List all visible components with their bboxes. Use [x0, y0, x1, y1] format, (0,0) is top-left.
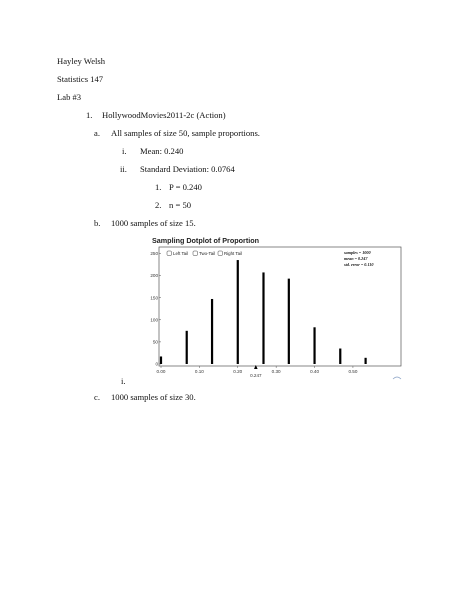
std-dev-text: Standard Deviation: 0.0764: [140, 164, 235, 174]
y-tick-label: 250: [150, 251, 158, 257]
dot-stack-bar: [186, 331, 188, 364]
item-b-text: 1000 samples of size 15.: [111, 218, 196, 228]
item-1-text: HollywoodMovies2011-2c (Action): [102, 110, 226, 120]
n-value-text: n = 50: [169, 200, 192, 210]
x-tick-label: 0.30: [271, 369, 281, 374]
author-name: Hayley Welsh: [57, 56, 106, 66]
samples-stat: samples = 1000: [344, 250, 371, 255]
course-name: Statistics 147: [57, 74, 104, 84]
item-a-text: All samples of size 50, sample proportions.: [111, 128, 260, 138]
p-value-text: P = 0.240: [169, 182, 202, 192]
dot-stack-bar: [262, 272, 264, 364]
dot-stack-bar: [160, 356, 162, 364]
dot-stack-bar: [288, 279, 290, 364]
y-tick-label: 200: [150, 273, 158, 279]
dot-stack-bar: [339, 349, 341, 364]
sampling-dotplot: [147, 234, 402, 384]
item-b-i-numeral: i.: [121, 376, 126, 386]
right-tail-label: Right Tail: [224, 251, 242, 257]
dotplot-svg: [147, 234, 402, 384]
x-tick-label: 0.00: [156, 369, 166, 374]
chart-title: Sampling Dotplot of Proportion: [152, 236, 259, 245]
y-tick-label: 0: [155, 361, 158, 367]
mean-marker-label: 0.247: [250, 373, 262, 378]
item-a-ii-numeral: ii.: [120, 164, 127, 174]
item-a-i-numeral: i.: [122, 146, 127, 156]
sub-item-1-number: 1.: [155, 182, 162, 192]
item-1-number: 1.: [86, 110, 93, 120]
item-a-letter: a.: [94, 128, 100, 138]
left-tail-label: Left Tail: [173, 251, 189, 257]
item-c-letter: c.: [94, 392, 100, 402]
mean-text: Mean: 0.240: [140, 146, 184, 156]
x-tick-label: 0.40: [310, 369, 320, 374]
resize-handle-icon[interactable]: [393, 377, 401, 379]
item-b-letter: b.: [94, 218, 101, 228]
y-tick-label: 150: [150, 295, 158, 301]
dot-stack-bar: [313, 327, 315, 364]
dot-stack-bar: [365, 358, 367, 364]
mean-stat: mean = 0.247: [344, 256, 368, 261]
two-tail-label: Two-Tail: [199, 251, 216, 257]
item-c-text: 1000 samples of size 30.: [111, 392, 196, 402]
x-tick-label: 0.10: [194, 369, 204, 374]
y-tick-label: 50: [152, 339, 158, 345]
lab-title: Lab #3: [57, 92, 82, 102]
mean-marker: [250, 365, 262, 378]
y-tick-label: 100: [150, 317, 158, 323]
dot-stack-bar: [211, 299, 213, 364]
std-error-stat: std. error = 0.110: [344, 262, 374, 267]
x-tick-label: 0.20: [233, 369, 243, 374]
x-tick-label: 0.50: [348, 369, 358, 374]
dot-stack-bar: [237, 260, 239, 364]
sub-item-2-number: 2.: [155, 200, 162, 210]
two-tail-checkbox[interactable]: [193, 251, 198, 256]
right-tail-checkbox[interactable]: [218, 251, 223, 256]
tail-controls[interactable]: [167, 251, 242, 256]
left-tail-checkbox[interactable]: [167, 251, 172, 256]
